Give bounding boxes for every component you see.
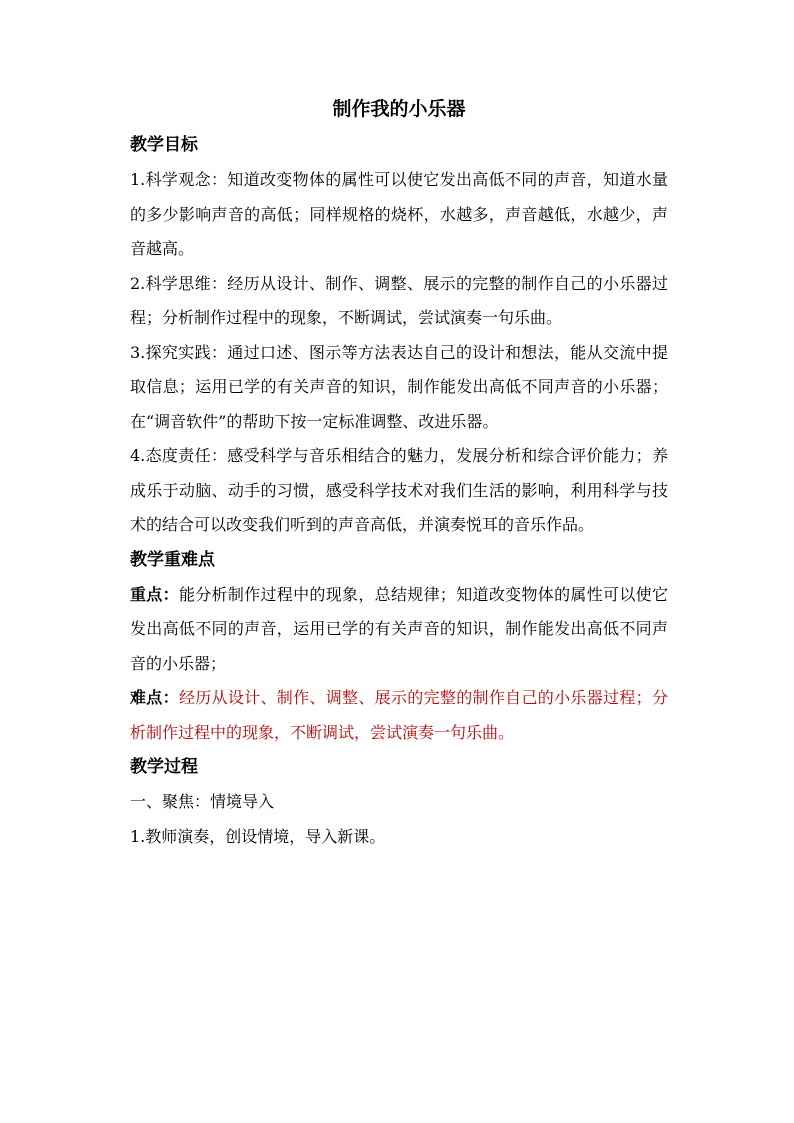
focus-label: 重点： xyxy=(130,584,179,604)
goal-item-science-concept: 1.科学观念：知道改变物体的属性可以使它发出高低不同的声音，知道水量的多少影响声音的高低；同样规格的烧杯，水越多，声音越低，水越少，声音越高。 xyxy=(130,170,668,258)
section-heading-process: 教学过程 xyxy=(130,757,198,777)
document-title: 制作我的小乐器 xyxy=(332,98,466,120)
section-heading-keypoints: 教学重难点 xyxy=(130,549,215,570)
difficulty-label: 难点： xyxy=(130,688,179,707)
difficulty-paragraph xyxy=(130,681,668,750)
section-heading-goals: 教学目标 xyxy=(130,135,198,155)
focus-text: 能分析制作过程中的现象，总结规律；知道改变物体的属性可以使它发出高低不同的声音，运用已学的有关声音的知识，制作能发出高低不同声音的小乐器； xyxy=(130,584,668,673)
difficulty-text: 经历从设计、制作、调整、展示的完整的制作自己的小乐器过程；分析制作过程中的现象，不断调试，尝试演奏一句乐曲。 xyxy=(130,688,668,742)
goal-item-inquiry-practice: 3.探究实践：通过口述、图示等方法表达自己的设计和想法，能从交流中提取信息；运用已学的有关声音的知识，制作能发出高低不同声音的小乐器；在“调音软件”的帮助下按一定标准调整、改进乐器。 xyxy=(130,342,668,431)
focus-paragraph xyxy=(130,578,668,682)
process-step-heading: 一、聚焦：情境导入 xyxy=(130,792,275,811)
document-body xyxy=(130,94,668,854)
goal-item-science-thinking: 2.科学思维：经历从设计、制作、调整、展示的完整的制作自己的小乐器过程；分析制作过程中的现象，不断调试，尝试演奏一句乐曲。 xyxy=(130,273,668,327)
process-step-item: 1.教师演奏，创设情境，导入新课。 xyxy=(130,826,386,846)
goal-item-attitude-responsibility: 4.态度责任：感受科学与音乐相结合的魅力，发展分析和综合评价能力；养成乐于动脑、动手的习惯，感受科学技术对我们生活的影响，利用科学与技术的结合可以改变我们听到的声音高低，并演奏悦耳的音乐作品。 xyxy=(130,446,668,534)
